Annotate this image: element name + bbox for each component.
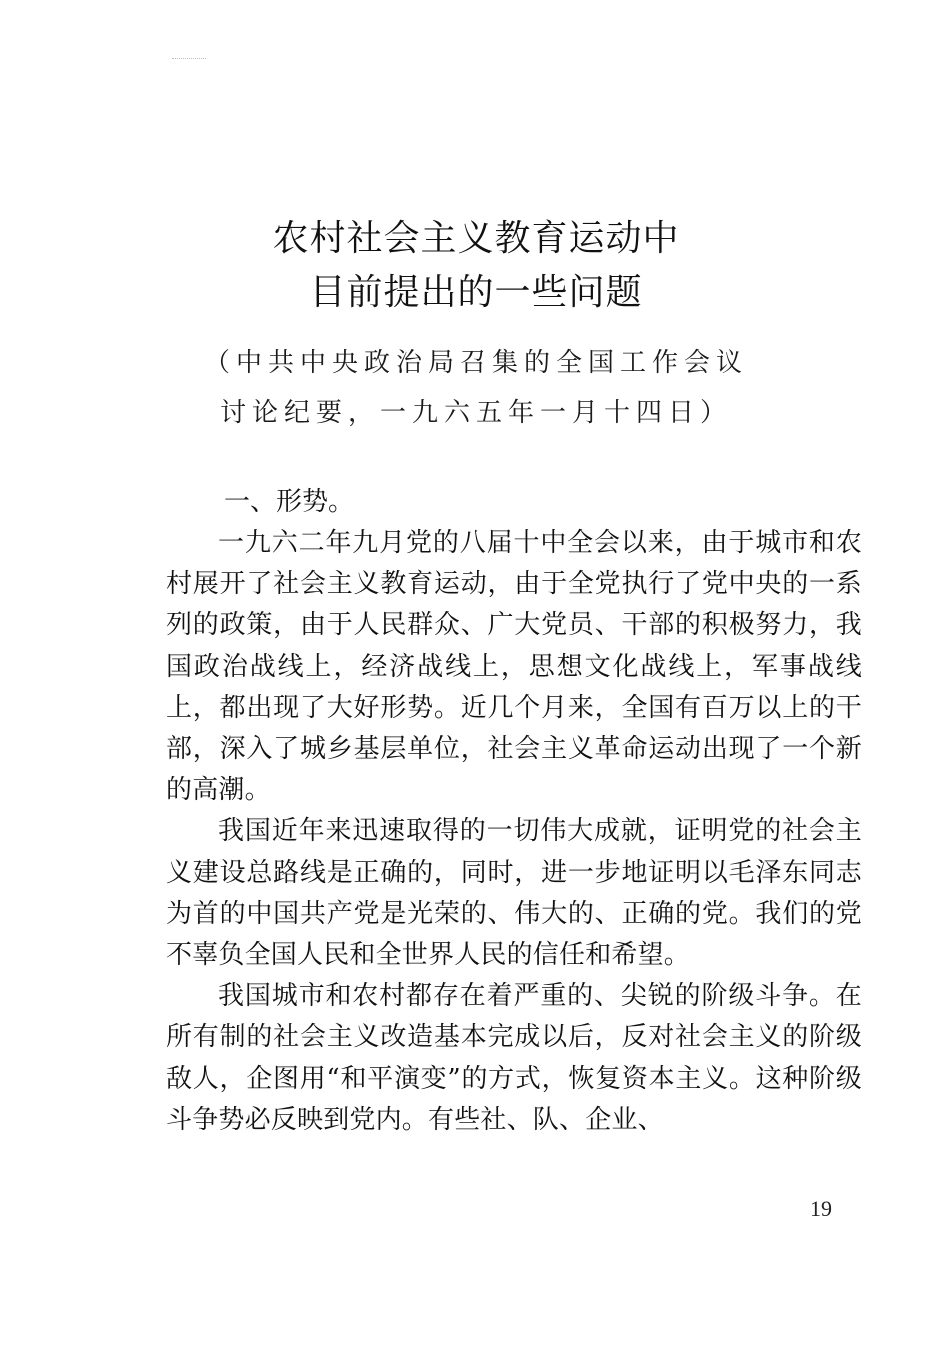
document-title — [0, 212, 952, 320]
paragraph-3: 我国城市和农村都存在着严重的、尖锐的阶级斗争。在所有制的社会主义改造基本完成以后，反对社会主义的阶级敌人，企图用“和平演变”的方式，恢复资本主义。这种阶级斗争势必反映到党内。有些社、队、企业、 — [166, 981, 862, 1135]
paragraph-2: 我国近年来迅速取得的一切伟大成就，证明党的社会主义建设总路线是正确的，同时，进一步地证明以毛泽东同志为首的中国共产党是光荣的、伟大的、正确的党。我们的党不辜负全国人民和全世界人民的信任和希望。 — [166, 816, 862, 971]
page-number: 19 — [810, 1196, 832, 1221]
title-line-2: 目前提出的一些问题 — [309, 272, 643, 313]
paragraph-1: 一九六二年九月党的八届十中全会以来，由于城市和农村展开了社会主义教育运动，由于全党执行了党中央的一系列的政策，由于人民群众、广大党员、干部的积极努力，我国政治战线上，经济战线上，思想文化战线上，军事战线上，都出现了大好形势。近几个月来，全国有百万以上的干部，深入了城乡基层单位，社会主义革命运动出现了一个新的高潮。 — [166, 528, 862, 806]
title-line-1: 农村社会主义教育运动中 — [272, 218, 680, 259]
subtitle-line-2: 讨论纪要，一九六五年一月十四日） — [219, 398, 732, 428]
subtitle-line-1: （中共中央政治局召集的全国工作会议 — [203, 348, 748, 378]
document-subtitle — [0, 338, 952, 438]
body-text — [166, 482, 862, 1141]
section-heading: 一、形势。 — [224, 487, 355, 517]
scan-artifact — [172, 58, 206, 61]
